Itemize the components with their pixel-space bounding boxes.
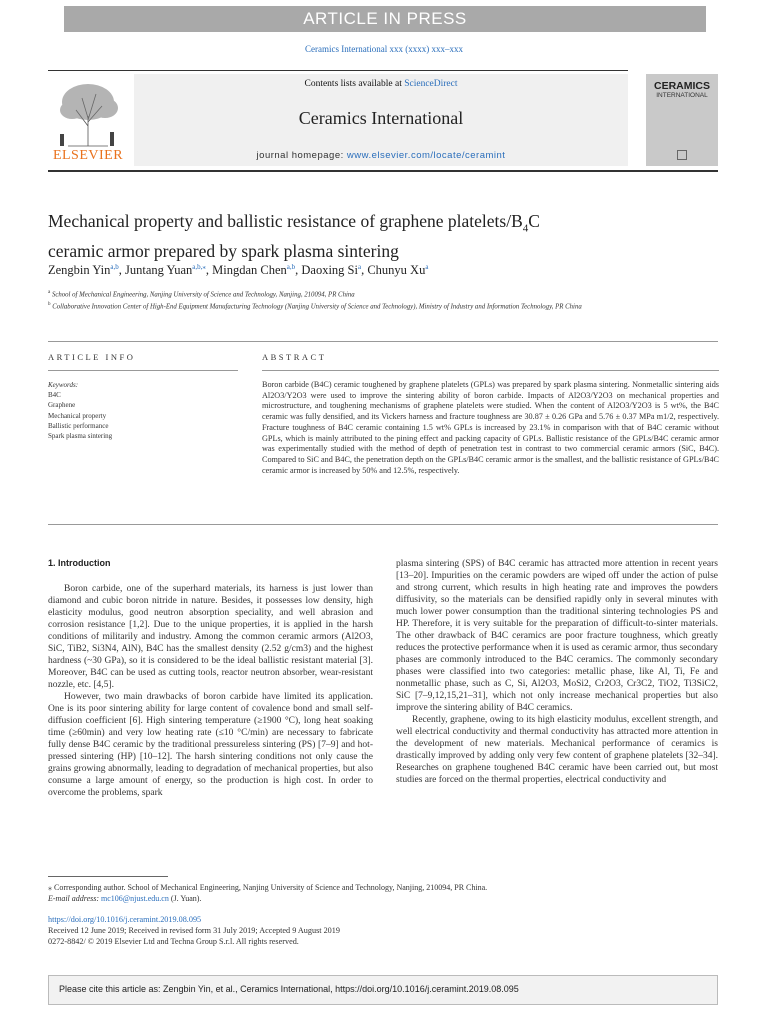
article-info-rule — [48, 370, 238, 371]
journal-title: Ceramics International — [298, 108, 464, 128]
article-in-press-banner: ARTICLE IN PRESS — [64, 6, 706, 32]
contents-available-line — [134, 79, 628, 89]
sciencedirect-link[interactable]: ScienceDirect — [404, 79, 458, 89]
author-list: Zengbin Yin$^{a,b}$, Juntang Yuan$^{a,b,⁎}$, Mingdan Chen$^{a,b}$, Daoxing Si$^a$, Chunyu Xu$^a$ — [48, 263, 429, 278]
affiliations — [48, 288, 718, 313]
paragraph: However, two main drawbacks of boron carbide have limited its application. One is its poor sintering ability for large content of covalence bond and small self-diffusion coefficient [6]. High sintering temperature (≥1900 °C), long heat soaking time (≥60min) and very low heating rate (≤10 °C/min) are necessary to fabricate fully dense B4C ceramic by the traditional pressureless sintering (PS) [7–9] and hot-pressed sintering (HP) [10–12]. The harsh sintering conditions not only cause the grains growing abnormally, leading to degradation of mechanical properties, but also consume a large amount of energy, so the production is high cost. In order to overcome the problems, spark — [48, 692, 373, 798]
citation-notice: Please cite this article as: Zengbin Yin, et al., Ceramics International, https://doi.org/10.1016/j.ceramint.2019.08.095 — [48, 975, 718, 1005]
author[interactable]: Zengbin Yin$^{a,b}$ — [48, 263, 119, 278]
publication-info — [48, 914, 718, 947]
homepage-prefix: journal homepage: — [256, 150, 347, 161]
abstract-rule — [262, 370, 719, 371]
cover-subtitle: INTERNATIONAL — [656, 92, 708, 99]
keyword: Mechanical property — [48, 411, 107, 420]
affiliation: $^b$ Collaborative Innovation Center of High-End Equipment Manufacturing Technology (Nanjing University of Science and Technology), Ministry of Industry and Information Technology, PR China — [48, 302, 582, 311]
elsevier-wordmark: ELSEVIER — [52, 148, 124, 163]
keyword: Ballistic performance — [48, 421, 109, 430]
paragraph: Recently, graphene, owing to its high elasticity modulus, excellent strength, and well electrical conductivity and thermal conductivity has attracted more attention in the development of new materials. Mechanical performance of ceramics is drastically improved by adding only very few content of graphene platelets [32–34]. Researches on graphene toughened B4C ceramic have been carried out, but most studies are forced on the thermal properties, electrical conductivity and — [396, 715, 718, 785]
journal-reference-link[interactable]: Ceramics International xxx (xxxx) xxx–xxx — [305, 44, 463, 54]
article-info-heading: ARTICLE INFO — [48, 352, 136, 362]
paragraph: Boron carbide, one of the superhard materials, its harness is just lower than diamond and cubic boron nitride in nature. Besides, it possesses low density, high elasticity modulus, good neutron absorption speciality, and well abrasion and corrosion resistance [1,2]. Due to the unique properties, it is applied in the harsh conditions of militarily and industry. Among the common ceramic armors (Al2O3, SiC, TiB2, Si3N4, AlN), B4C has the smallest density (2.52 g/cm3) and the highest hardness (~30 GPa), so it is considered to be the ideal ballistic resistant material [3]. Moreover, B4C can be used as cutting tools, reactor neutron absorber, wear-resistant nozzle, etc. [4,5]. — [48, 584, 373, 690]
abstract-heading: ABSTRACT — [262, 352, 327, 362]
corresponding-author-footnote: ⁎ Corresponding author. School of Mechanical Engineering, Nanjing University of Science and Technology, Nanjing, 210094, PR China. E-mail address: mc106@njust.edu.cn (J. Yuan). — [48, 883, 488, 903]
keyword: Spark plasma sintering — [48, 432, 113, 441]
abstract-bottom-rule — [48, 524, 718, 525]
author[interactable]: Chunyu Xu$^a$ — [367, 263, 429, 278]
author[interactable]: Mingdan Chen$^{a,b}$ — [212, 263, 296, 278]
affiliation: $^a$ School of Mechanical Engineering, Nanjing University of Science and Technology, Nanjing, 210094, PR China — [48, 290, 355, 299]
journal-homepage-line — [134, 150, 628, 161]
keywords-label: Keywords: — [48, 381, 79, 389]
keyword: Graphene — [48, 401, 76, 410]
keyword: B4C — [48, 391, 61, 400]
masthead-bottom-rule — [48, 170, 718, 172]
article-title: Mechanical property and ballistic resistance of graphene platelets/$B_4C$ ceramic armor prepared by spark plasma sintering — [48, 211, 540, 261]
cover-logo-icon — [677, 150, 687, 160]
keyword-list — [48, 380, 238, 441]
copyright-line: 0272-8842/ © 2019 Elsevier Ltd and Techna Group S.r.l. All rights reserved. — [48, 937, 299, 946]
masthead-top-rule — [48, 70, 628, 71]
doi-link[interactable]: https://doi.org/10.1016/j.ceramint.2019.08.095 — [48, 915, 202, 924]
cover-title: CERAMICS — [653, 80, 710, 92]
homepage-link[interactable]: www.elsevier.com/locate/ceramint — [346, 150, 506, 161]
abstract-text: Boron carbide (B4C) ceramic toughened by graphene platelets (GPLs) was prepared by spark plasma sintering. Nonmetallic sintering aids Al2O3/Y2O3 were used to improve the sintering ability of boron carbide. Impacts of Al2O3/Y2O3 on mechanical properties and microstructure, and toughening mechanisms of graphene platelets were studied. When the content of Al2O3/Y2O3 is 5 wt%, the B4C ceramic was fully densified, and its Vickers harness and fracture toughness are 30.87 ± 0.26 GPa and 5.76 ± 0.37 MPa m1/2, respectively. Fracture toughness of B4C ceramic containing 1.5 wt% GPLs is increased by 23.1% in comparison with that of B4C ceramic without GPLs, which is mainly attributed to the pining effect and packing capacity of GPLs. Ballistic resistance of the GPLs/B4C ceramic armor was experimentally studied with the method of depth of penetration test in contrast to two commercial ceramic armors (SiC, B4C). Compared to SiC and B4C, the penetration depth on the GPLs/B4C ceramic armor is the smallest, and the ballistic resistance of GPLs/B4C ceramic armor is increased by 50% and 12.5%, respectively. — [262, 380, 719, 475]
article-history: Received 12 June 2019; Received in revised form 31 July 2019; Accepted 9 August 2019 — [48, 926, 340, 935]
footnote-rule — [48, 876, 168, 877]
body-column-right — [396, 558, 718, 786]
contents-prefix: Contents lists available at — [304, 79, 405, 89]
introduction-heading: 1. Introduction — [48, 558, 111, 568]
paragraph: plasma sintering (SPS) of B4C ceramic has attracted more attention in recent years [13–20]. Impurities on the ceramic powders are wiped off under the action of pulse and strong current, which results in high heating rate and improves the powders diffusivity, so the materials can be densified rapidly only in several minutes with much lower power consumption than the traditional sintering technologies PS and HP. Therefore, it is very suitable for the preparation of difficult-to-sinter materials. The other drawback of B4C ceramics are poor fracture toughness, which greatly reduces the protective performance when it is used as ceramic armor, thus secondary phases are commonly introduced to the B4C ceramics. The commonly secondary phases were classified into two categories: metallic phase, like Al, Ti, Fe and nonmetallic phase, such as C, Si, Al2O3, MoSi2, Cr2O3, Cr3C2, TiO2, Ti3SiC2, SiC [7–9,12,15,21–31], which not only increase mechanical properties but also improve the sintering ability of B4C ceramics. — [396, 559, 718, 713]
email-link[interactable]: mc106@njust.edu.cn — [101, 894, 169, 903]
author[interactable]: Daoxing Si$^a$ — [301, 263, 362, 278]
author[interactable]: Juntang Yuan$^{a,b,⁎}$ — [125, 263, 206, 278]
article-info-top-rule — [48, 341, 718, 342]
body-column-left — [48, 583, 373, 799]
